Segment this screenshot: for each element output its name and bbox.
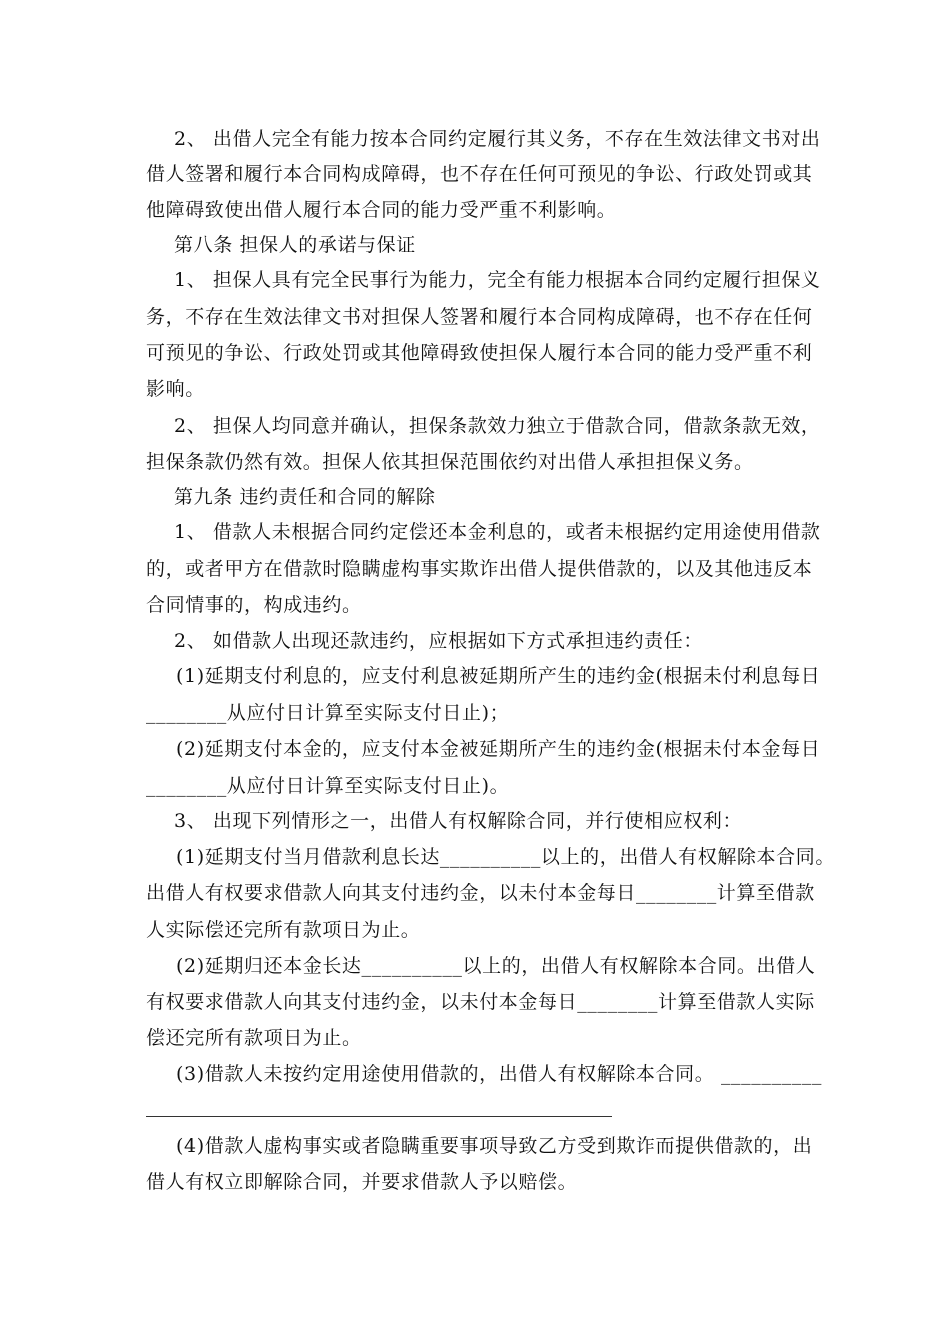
paragraph-line: (1)延期支付利息的，应支付利息被延期所产生的违约金(根据未付利息每日 — [176, 665, 821, 687]
paragraph-line: 借人签署和履行本合同构成障碍，也不存在任何可预见的争讼、行政处罚或其 — [146, 163, 813, 185]
paragraph-line: 2、 担保人均同意并确认，担保条款效力独立于借款合同，借款条款无效， — [174, 415, 821, 437]
blank-fill-line — [146, 1116, 612, 1117]
paragraph-line: (4)借款人虚构事实或者隐瞒重要事项导致乙方受到欺诈而提供借款的，出 — [176, 1135, 813, 1157]
paragraph-line: ________从应付日计算至实际支付日止)； — [146, 702, 510, 724]
paragraph-line: 2、 如借款人出现还款违约，应根据如下方式承担违约责任： — [174, 630, 703, 652]
paragraph-line: 2、 出借人完全有能力按本合同约定履行其义务，不存在生效法律文书对出 — [174, 128, 821, 150]
paragraph-line: 3、 出现下列情形之一，出借人有权解除合同，并行使相应权利： — [174, 810, 743, 832]
paragraph-line: 出借人有权要求借款人向其支付违约金，以未付本金每日________计算至借款 — [146, 882, 815, 904]
paragraph-line: (2)延期支付本金的，应支付本金被延期所产生的违约金(根据未付本金每日 — [176, 738, 821, 760]
paragraph-line: 有权要求借款人向其支付违约金，以未付本金每日________计算至借款人实际 — [146, 991, 815, 1013]
paragraph-line: (1)延期支付当月借款利息长达__________以上的，出借人有权解除本合同。 — [176, 846, 835, 868]
paragraph-line: ________从应付日计算至实际支付日止)。 — [146, 775, 510, 797]
paragraph-line: 的，或者甲方在借款时隐瞒虚构事实欺诈出借人提供借款的，以及其他违反本 — [146, 558, 813, 580]
section-heading: 第九条 违约责任和合同的解除 — [174, 486, 436, 508]
paragraph-line: 他障碍致使出借人履行本合同的能力受严重不利影响。 — [146, 199, 617, 221]
paragraph-line: 影响。 — [146, 378, 205, 400]
paragraph-line: 担保条款仍然有效。担保人依其担保范围依约对出借人承担担保义务。 — [146, 451, 754, 473]
paragraph-line: 合同情事的，构成违约。 — [146, 594, 362, 616]
paragraph-line: 可预见的争讼、行政处罚或其他障碍致使担保人履行本合同的能力受严重不利 — [146, 342, 813, 364]
paragraph-line: 人实际偿还完所有款项日为止。 — [146, 919, 421, 941]
section-heading: 第八条 担保人的承诺与保证 — [174, 234, 416, 256]
paragraph-line: 借人有权立即解除合同，并要求借款人予以赔偿。 — [146, 1171, 578, 1193]
paragraph-line: (2)延期归还本金长达__________以上的，出借人有权解除本合同。出借人 — [176, 955, 816, 977]
paragraph-line: 1、 借款人未根据合同约定偿还本金利息的，或者未根据约定用途使用借款 — [174, 521, 821, 543]
paragraph-line: 1、 担保人具有完全民事行为能力，完全有能力根据本合同约定履行担保义 — [174, 269, 821, 291]
paragraph-line: 务，不存在生效法律文书对担保人签署和履行本合同构成障碍，也不存在任何 — [146, 306, 813, 328]
paragraph-line: (3)借款人未按约定用途使用借款的，出借人有权解除本合同。 __________ — [176, 1063, 822, 1085]
paragraph-line: 偿还完所有款项日为止。 — [146, 1027, 362, 1049]
